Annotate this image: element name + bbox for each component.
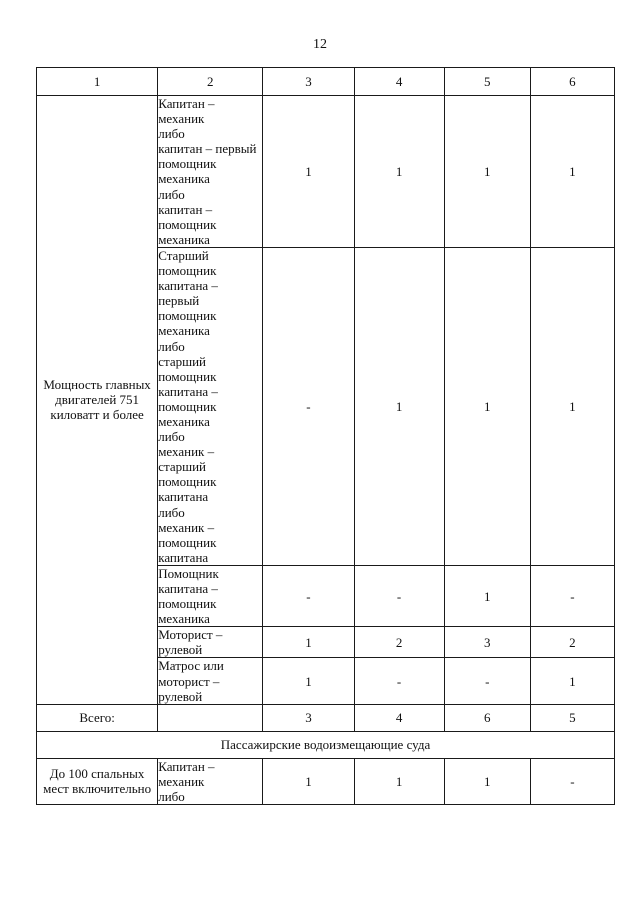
position-line: помощник [158, 596, 217, 612]
position-line: помощник [158, 398, 217, 414]
position-line: помощник [158, 216, 217, 232]
position-line: капитана – [158, 383, 218, 399]
position-line: первый [158, 293, 200, 309]
position-line: помощник [158, 474, 217, 490]
value-cell: - [354, 565, 444, 626]
value-cell: - [444, 658, 530, 704]
value-cell: 1 [263, 96, 354, 248]
header-col-3: 3 [263, 68, 354, 96]
position-line: Помощник [158, 565, 219, 581]
position-line: либо [158, 186, 185, 202]
value-cell: 1 [354, 247, 444, 565]
total-value-cell: 3 [263, 704, 354, 731]
total-value-cell: 4 [354, 704, 444, 731]
header-col-6: 6 [530, 68, 614, 96]
position-line: капитан – [158, 201, 213, 217]
position-line: капитана [158, 489, 209, 505]
position-line: механик – [158, 519, 215, 535]
value-cell: 1 [263, 658, 354, 704]
position-line: капитана [158, 549, 209, 565]
position-line: механик – [158, 444, 215, 460]
value-cell: 1 [530, 247, 614, 565]
position-line: помощник [158, 534, 217, 550]
position-line: капитана – [158, 278, 218, 294]
position-line: либо [158, 788, 185, 804]
position-line: Матрос или [158, 658, 224, 674]
value-cell: 2 [530, 627, 614, 658]
total-value-cell: 5 [530, 704, 614, 731]
position-line: Старший [158, 247, 209, 263]
value-cell: 1 [354, 758, 444, 804]
value-cell: 2 [354, 627, 444, 658]
value-cell: 1 [530, 658, 614, 704]
position-cell [158, 627, 263, 658]
value-cell: 3 [444, 627, 530, 658]
position-line: Моторист – [158, 627, 223, 643]
total-position-cell [158, 704, 263, 731]
value-cell: 1 [263, 627, 354, 658]
position-line: либо [158, 429, 185, 445]
position-line: механик [158, 773, 205, 789]
position-cell [158, 96, 263, 248]
position-line: капитана – [158, 581, 218, 596]
position-line: механика [158, 171, 210, 187]
header-col-2: 2 [158, 68, 263, 96]
position-line: механика [158, 323, 210, 339]
table-row [37, 96, 615, 248]
position-line: старший [158, 459, 207, 475]
table-row [37, 758, 615, 804]
position-line: механика [158, 611, 210, 627]
header-col-5: 5 [444, 68, 530, 96]
position-cell [158, 758, 263, 804]
position-line: механика [158, 413, 210, 429]
position-line: либо [158, 126, 185, 142]
value-cell: 1 [444, 565, 530, 626]
value-cell: - [263, 565, 354, 626]
value-cell: - [530, 758, 614, 804]
header-row [37, 68, 615, 96]
value-cell: 1 [354, 96, 444, 248]
total-label: Всего: [37, 704, 158, 731]
header-col-4: 4 [354, 68, 444, 96]
position-line: помощник [158, 368, 217, 384]
header-col-1: 1 [37, 68, 158, 96]
section-row [37, 731, 615, 758]
value-cell: 1 [444, 247, 530, 565]
crew-table [36, 67, 615, 805]
total-value-cell: 6 [444, 704, 530, 731]
position-cell [158, 658, 263, 704]
position-line: помощник [158, 156, 217, 172]
value-cell: - [354, 658, 444, 704]
position-line: Капитан – [158, 96, 215, 111]
position-line: старший [158, 353, 207, 369]
value-cell: - [263, 247, 354, 565]
position-line: рулевой [158, 642, 203, 658]
position-line: Капитан – [158, 758, 215, 774]
value-cell: 1 [444, 758, 530, 804]
position-line: моторист – [158, 673, 220, 689]
section-title: Пассажирские водоизмещающие суда [37, 731, 615, 758]
position-line: либо [158, 504, 185, 520]
position-line: механика [158, 231, 210, 247]
position-line: помощник [158, 308, 217, 324]
value-cell: - [530, 565, 614, 626]
position-line: помощник [158, 263, 217, 279]
position-line: либо [158, 338, 185, 354]
value-cell: 1 [444, 96, 530, 248]
value-cell: 1 [530, 96, 614, 248]
group1-body [37, 96, 615, 805]
page-number: 12 [313, 37, 327, 52]
category-cell: Мощность главных двигателей 751 киловатт и более [37, 96, 158, 705]
value-cell: 1 [263, 758, 354, 804]
position-cell [158, 247, 263, 565]
total-row [37, 704, 615, 731]
position-cell [158, 565, 263, 626]
position-line: капитан – первый [158, 141, 257, 157]
position-line: механик [158, 111, 205, 127]
category-cell: До 100 спальных мест включительно [37, 758, 158, 804]
position-line: рулевой [158, 688, 203, 704]
